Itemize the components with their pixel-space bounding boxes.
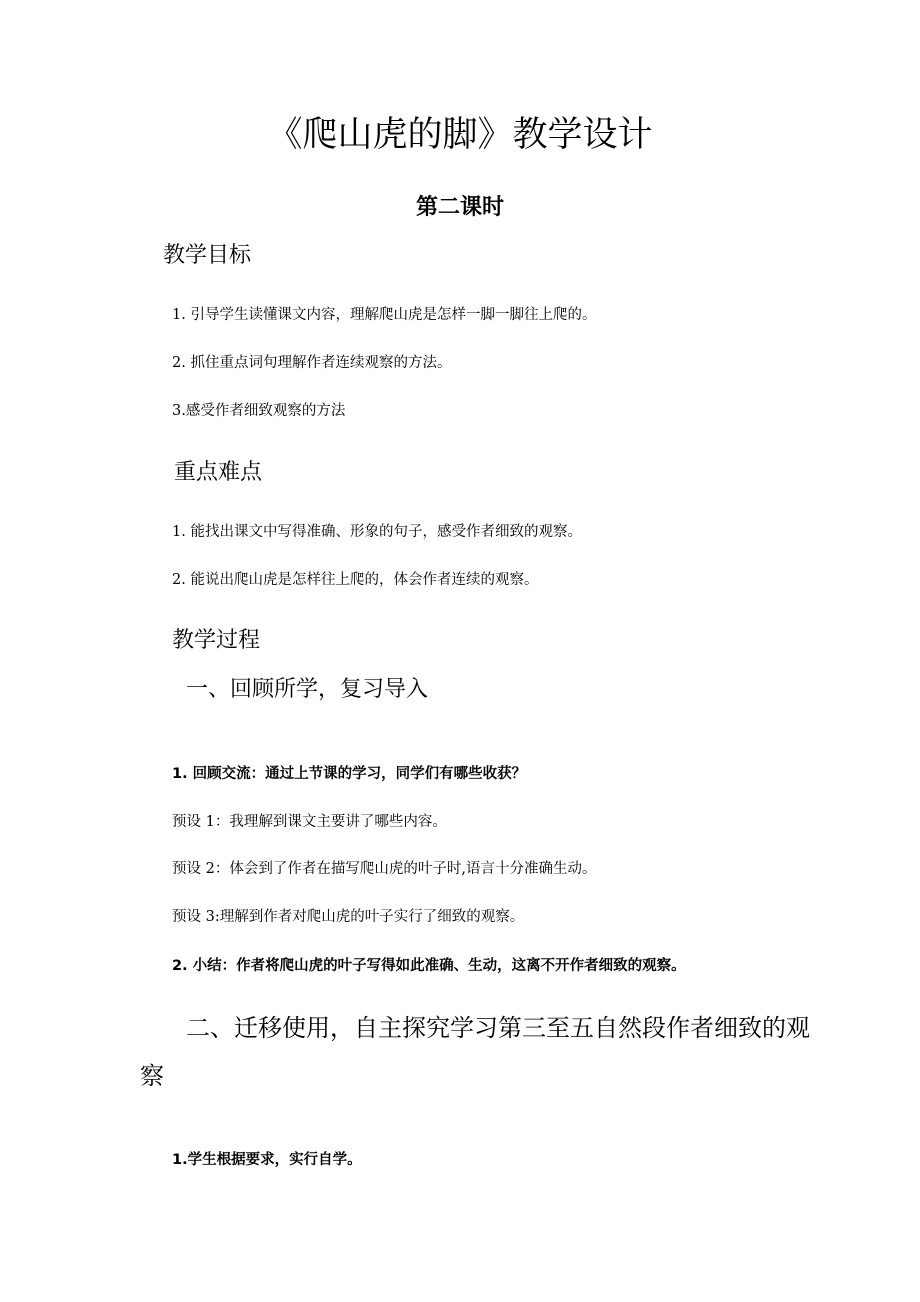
process-heading: 教学过程 — [172, 628, 261, 653]
key-points-heading: 重点难点 — [174, 460, 263, 485]
section-2-heading-line-2: 察 — [140, 1062, 164, 1090]
section-2-heading-line-1: 二、迁移使用，自主探究学习第三至五自然段作者细致的观 — [186, 1014, 810, 1042]
lesson-period: 第二课时 — [415, 195, 504, 220]
section-1-question: 1. 回顾交流：通过上节课的学习，同学们有哪些收获？ — [172, 766, 527, 782]
objective-item-2: 2. 抓住重点词句理解作者连续观察的方法。 — [172, 355, 452, 371]
key-point-item-1: 1. 能找出课文中写得准确、形象的句子，感受作者细致的观察。 — [172, 524, 582, 540]
section-1-heading: 一、回顾所学，复习导入 — [186, 677, 429, 702]
objective-item-1: 1. 引导学生读懂课文内容，理解爬山虎是怎样一脚一脚往上爬的。 — [172, 307, 597, 323]
preset-1: 预设 1：我理解到课文主要讲了哪些内容。 — [172, 814, 447, 830]
objectives-heading: 教学目标 — [163, 243, 252, 268]
section-1-summary: 2. 小结：作者将爬山虎的叶子写得如此准确、生动，这离不开作者细致的观察。 — [172, 958, 686, 974]
preset-3: 预设 3:理解到作者对爬山虎的叶子实行了细致的观察。 — [172, 909, 525, 925]
section-2-item-1: 1.学生根据要求，实行自学。 — [172, 1152, 362, 1168]
preset-2: 预设 2：体会到了作者在描写爬山虎的叶子时,语言十分准确生动。 — [172, 861, 597, 877]
objective-item-3: 3.感受作者细致观察的方法 — [172, 403, 346, 419]
document-title: 《爬山虎的脚》教学设计 — [267, 115, 653, 155]
key-point-item-2: 2. 能说出爬山虎是怎样往上爬的，体会作者连续的观察。 — [172, 572, 539, 588]
